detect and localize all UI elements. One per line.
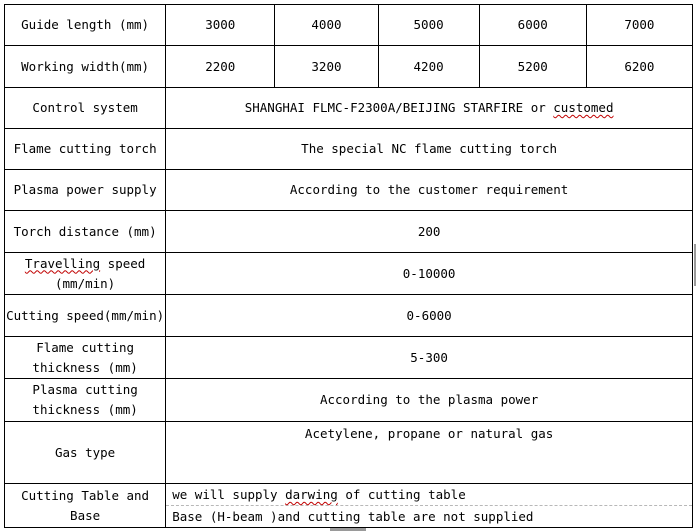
spellcheck-marked-word: Travelling xyxy=(24,255,101,271)
cell-value: 6000 xyxy=(479,5,586,46)
row-label: Working width(mm) xyxy=(5,46,166,88)
cell-value: 0-10000 xyxy=(166,253,693,295)
table-row-working-width xyxy=(5,46,693,88)
table-row-cutting-table-and-base xyxy=(5,484,693,528)
spellcheck-marked-word: customed xyxy=(553,100,614,115)
table-row-control-system xyxy=(5,88,693,129)
label-text: Flame cutting xyxy=(36,339,135,355)
value-text: we will supply xyxy=(172,487,286,502)
row-label: Plasma power supply xyxy=(5,170,166,211)
value-line: Base (H-beam )and cutting table are not supplied xyxy=(166,505,692,527)
cell-value: Acetylene, propane or natural gas xyxy=(166,422,693,484)
row-label: Gas type xyxy=(5,422,166,484)
table-row-gas-type xyxy=(5,422,693,484)
cell-value xyxy=(166,484,693,528)
row-label xyxy=(5,253,166,295)
table-row-plasma-power-supply xyxy=(5,170,693,211)
row-label xyxy=(5,379,166,422)
table-row-plasma-cutting-thickness xyxy=(5,379,693,422)
value-text: SHANGHAI FLMC-F2300A/BEIJING STARFIRE or xyxy=(244,100,554,115)
spellcheck-marked-word: darwing xyxy=(285,487,338,502)
table-row-cutting-speed xyxy=(5,295,693,337)
cell-value: According to the plasma power xyxy=(166,379,693,422)
cell-value: 6200 xyxy=(586,46,692,88)
specification-table xyxy=(4,4,693,528)
row-label: Control system xyxy=(5,88,166,129)
cell-value: According to the customer requirement xyxy=(166,170,693,211)
row-label: Cutting speed(mm/min) xyxy=(5,295,166,337)
cell-value: 3200 xyxy=(275,46,378,88)
row-label: Flame cutting torch xyxy=(5,129,166,170)
value-text: of cutting table xyxy=(337,487,466,502)
cell-value: 5000 xyxy=(378,5,479,46)
table-row-travelling-speed xyxy=(5,253,693,295)
row-label: Torch distance (mm) xyxy=(5,211,166,253)
value-line xyxy=(166,484,692,505)
cell-value: 2200 xyxy=(166,46,275,88)
cell-value: 7000 xyxy=(586,5,692,46)
table-row-guide-length xyxy=(5,5,693,46)
cell-value: 5200 xyxy=(479,46,586,88)
row-label: Guide length (mm) xyxy=(5,5,166,46)
table-row-flame-cutting-torch xyxy=(5,129,693,170)
row-label: Cutting Table and Base xyxy=(5,484,166,528)
cell-value: 5-300 xyxy=(166,337,693,379)
label-text: Plasma cutting xyxy=(32,382,138,397)
cell-value: 200 xyxy=(166,211,693,253)
scrollbar-thumb[interactable] xyxy=(694,244,696,286)
label-text: thickness (mm) xyxy=(32,402,138,417)
cell-value: 3000 xyxy=(166,5,275,46)
label-text: (mm/min) xyxy=(55,275,116,291)
label-text: thickness (mm) xyxy=(32,359,138,375)
row-label xyxy=(5,337,166,379)
cell-value: The special NC flame cutting torch xyxy=(166,129,693,170)
label-text: speed xyxy=(100,255,146,271)
cell-value xyxy=(166,88,693,129)
cell-value: 4000 xyxy=(275,5,378,46)
cell-value: 0-6000 xyxy=(166,295,693,337)
table-row-flame-cutting-thickness xyxy=(5,337,693,379)
table-row-torch-distance xyxy=(5,211,693,253)
cell-value: 4200 xyxy=(378,46,479,88)
